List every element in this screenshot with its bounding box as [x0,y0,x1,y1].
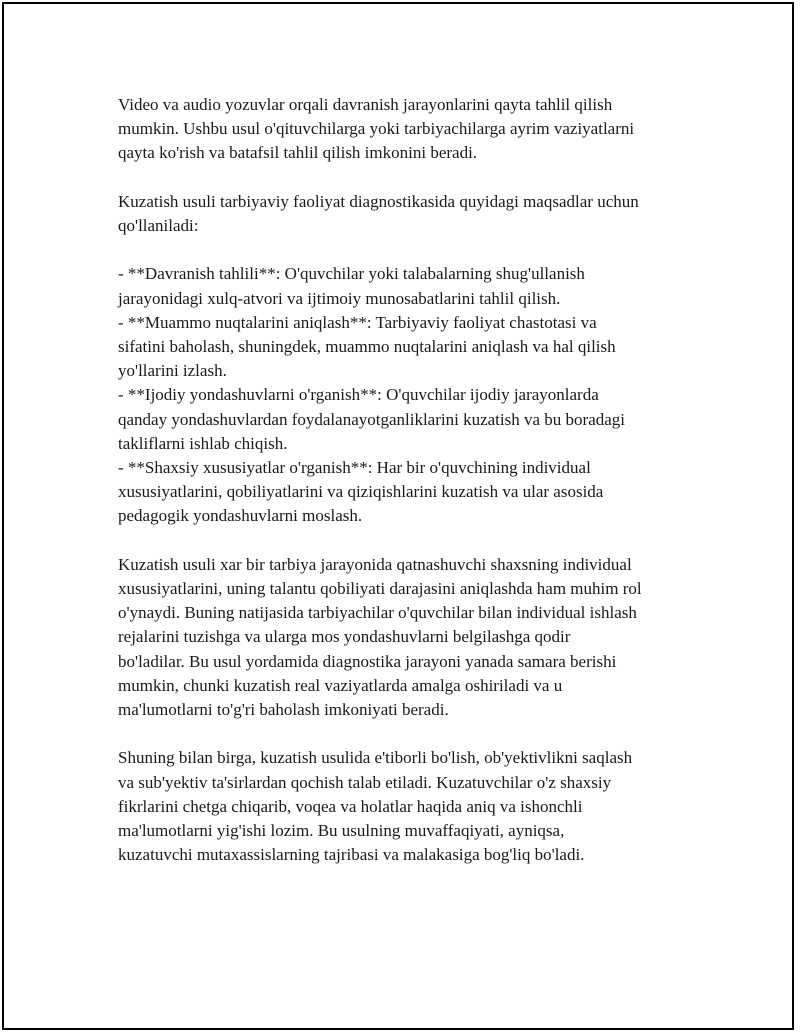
paragraph-3-line-2: xususiyatlarini, uning talantu qobiliyati darajasini aniqlashda ham muhim rol [118,579,642,599]
list-line-2: jarayonidagi xulq-atvori va ijtimoiy munosabatlarini tahlil qilish. [118,288,561,308]
paragraph-1-line-1: Video va audio yozuvlar orqali davranish jarayonlarini qayta tahlil qilish [118,95,613,114]
paragraph-3-line-7: ma'lumotlarni to'g'ri baholash imkoniyati beradi. [118,700,449,720]
bullet-list [118,262,698,528]
list-line-4: sifatini baholash, shuningdek, muammo nuqtalarini aniqlash va hal qilish [118,337,616,356]
paragraph-1-line-2: mumkin. Ushbu usul o'qituvchilarga yoki tarbiyachilarga ayrim vaziyatlarni [118,119,635,139]
list-line-6: - **Ijodiy yondashuvlarni o'rganish**: O'quvchilar ijodiy jarayonlarda [118,385,599,405]
paragraph-4-line-2: va sub'yektiv ta'sirlardan qochish talab etiladi. Kuzatuvchilar o'z shaxsiy [118,772,612,792]
paragraph-2 [118,190,698,238]
paragraph-1-line-3: qayta ko'rish va batafsil tahlil qilish imkonini beradi. [118,143,478,163]
paragraph-3-line-1: Kuzatish usuli xar bir tarbiya jarayonida qatnashuvchi shaxsning individual [118,554,632,574]
document-body [118,93,698,867]
list-line-10: xususiyatlarini, qobiliyatlarini va qiziqishlarini kuzatish va ular asosida [118,482,604,502]
paragraph-2-line-1: Kuzatish usuli tarbiyaviy faoliyat diagnostikasida quyidagi maqsadlar uchun [118,191,639,211]
paragraph-gap [118,238,698,262]
paragraph-4-line-1: Shuning bilan birga, kuzatish usulida e'tiborli bo'lish, ob'yektivlikni saqlash [118,748,633,768]
paragraph-4 [118,746,698,867]
paragraph-3-line-6: mumkin, chunki kuzatish real vaziyatlarda amalga oshiriladi va u [118,675,563,695]
list-line-7: qanday yondashuvlardan foydalanayotganliklarini kuzatish va bu boradagi [118,409,626,429]
paragraph-3-line-3: o'ynaydi. Buning natijasida tarbiyachilar o'quvchilar bilan individual ishlash [118,603,637,623]
list-line-3: - **Muammo nuqtalarini aniqlash**: Tarbiyaviy faoliyat chastotasi va [118,312,597,332]
paragraph-gap [118,166,698,190]
paragraph-4-line-4: ma'lumotlarni yig'ishi lozim. Bu usulning muvaffaqiyati, ayniqsa, [118,821,565,841]
paragraph-3-line-5: bo'ladilar. Bu usul yordamida diagnostika jarayoni yanada samara berishi [118,651,617,671]
list-line-8: takliflarni ishlab chiqish. [118,433,288,453]
list-line-1: - **Davranish tahlili**: O'quvchilar yoki talabalarning shug'ullanish [118,264,585,284]
paragraph-2-line-2: qo'llaniladi: [118,216,199,235]
list-line-11: pedagogik yondashuvlarni moslash. [118,506,363,526]
paragraph-gap [118,529,698,553]
paragraph-4-line-5: kuzatuvchi mutaxassislarning tajribasi va malakasiga bog'liq bo'ladi. [118,845,585,865]
list-line-5: yo'llarini izlash. [118,361,227,381]
paragraph-1 [118,93,698,166]
list-line-9: - **Shaxsiy xususiyatlar o'rganish**: Har bir o'quvchining individual [118,458,591,478]
paragraph-3-line-4: rejalarini tuzishga va ularga mos yondashuvlarni belgilashga qodir [118,627,571,647]
paragraph-4-line-3: fikrlarini chetga chiqarib, voqea va holatlar haqida aniq va ishonchli [118,796,583,816]
paragraph-gap [118,722,698,746]
paragraph-3 [118,553,698,722]
